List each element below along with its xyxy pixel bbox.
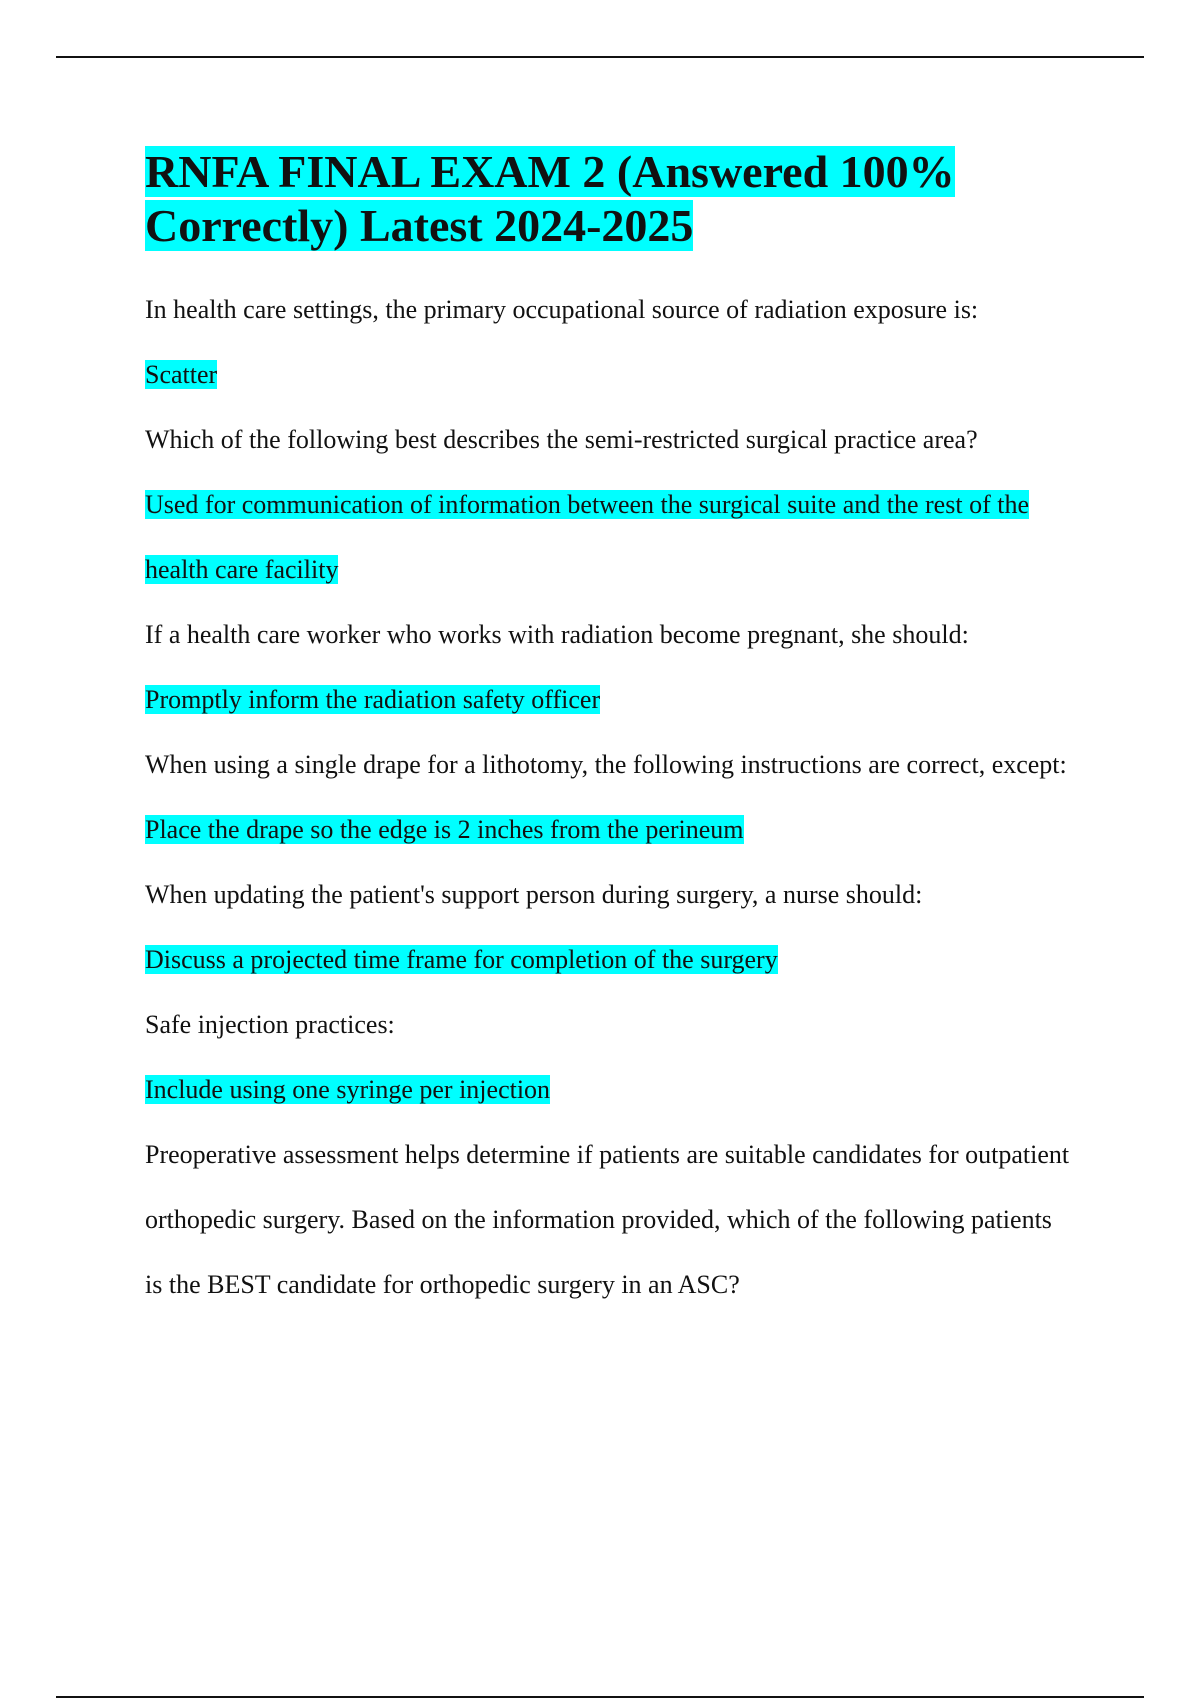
question-5: When updating the patient's support person during surgery, a nurse should: xyxy=(145,880,923,909)
title-text: RNFA FINAL EXAM 2 (Answered 100% Correctly) Latest 2024-2025 xyxy=(145,146,955,251)
question-3: If a health care worker who works with radiation become pregnant, she should: xyxy=(145,620,969,649)
answer-2-text: Used for communication of information between the surgical suite and the rest of the health care facility xyxy=(145,490,1029,584)
answer-3 xyxy=(145,667,1075,732)
question-6: Safe injection practices: xyxy=(145,1010,395,1039)
answer-5 xyxy=(145,927,1075,992)
top-rule xyxy=(56,56,1144,58)
answer-4-text: Place the drape so the edge is 2 inches from the perineum xyxy=(145,815,744,844)
question-7: Preoperative assessment helps determine if patients are suitable candidates for outpatient orthopedic surgery. Based on the information provided, which of the following patients is the BEST candidate for orthopedic surgery in an ASC? xyxy=(145,1140,1070,1299)
document-title xyxy=(145,145,1075,253)
answer-4 xyxy=(145,797,1075,862)
question-1: In health care settings, the primary occupational source of radiation exposure is: xyxy=(145,295,979,324)
bottom-rule xyxy=(56,1696,1144,1698)
answer-5-text: Discuss a projected time frame for completion of the surgery xyxy=(145,945,778,974)
answer-2 xyxy=(145,472,1075,602)
answer-3-text: Promptly inform the radiation safety officer xyxy=(145,685,601,714)
answer-1-text: Scatter xyxy=(145,360,218,389)
question-4: When using a single drape for a lithotomy, the following instructions are correct, except: xyxy=(145,750,1067,779)
question-2: Which of the following best describes the semi-restricted surgical practice area? xyxy=(145,425,978,454)
answer-6-text: Include using one syringe per injection xyxy=(145,1075,551,1104)
document-body xyxy=(145,145,1075,1317)
answer-6 xyxy=(145,1057,1075,1122)
question-list xyxy=(145,277,1075,1317)
answer-1 xyxy=(145,342,1075,407)
